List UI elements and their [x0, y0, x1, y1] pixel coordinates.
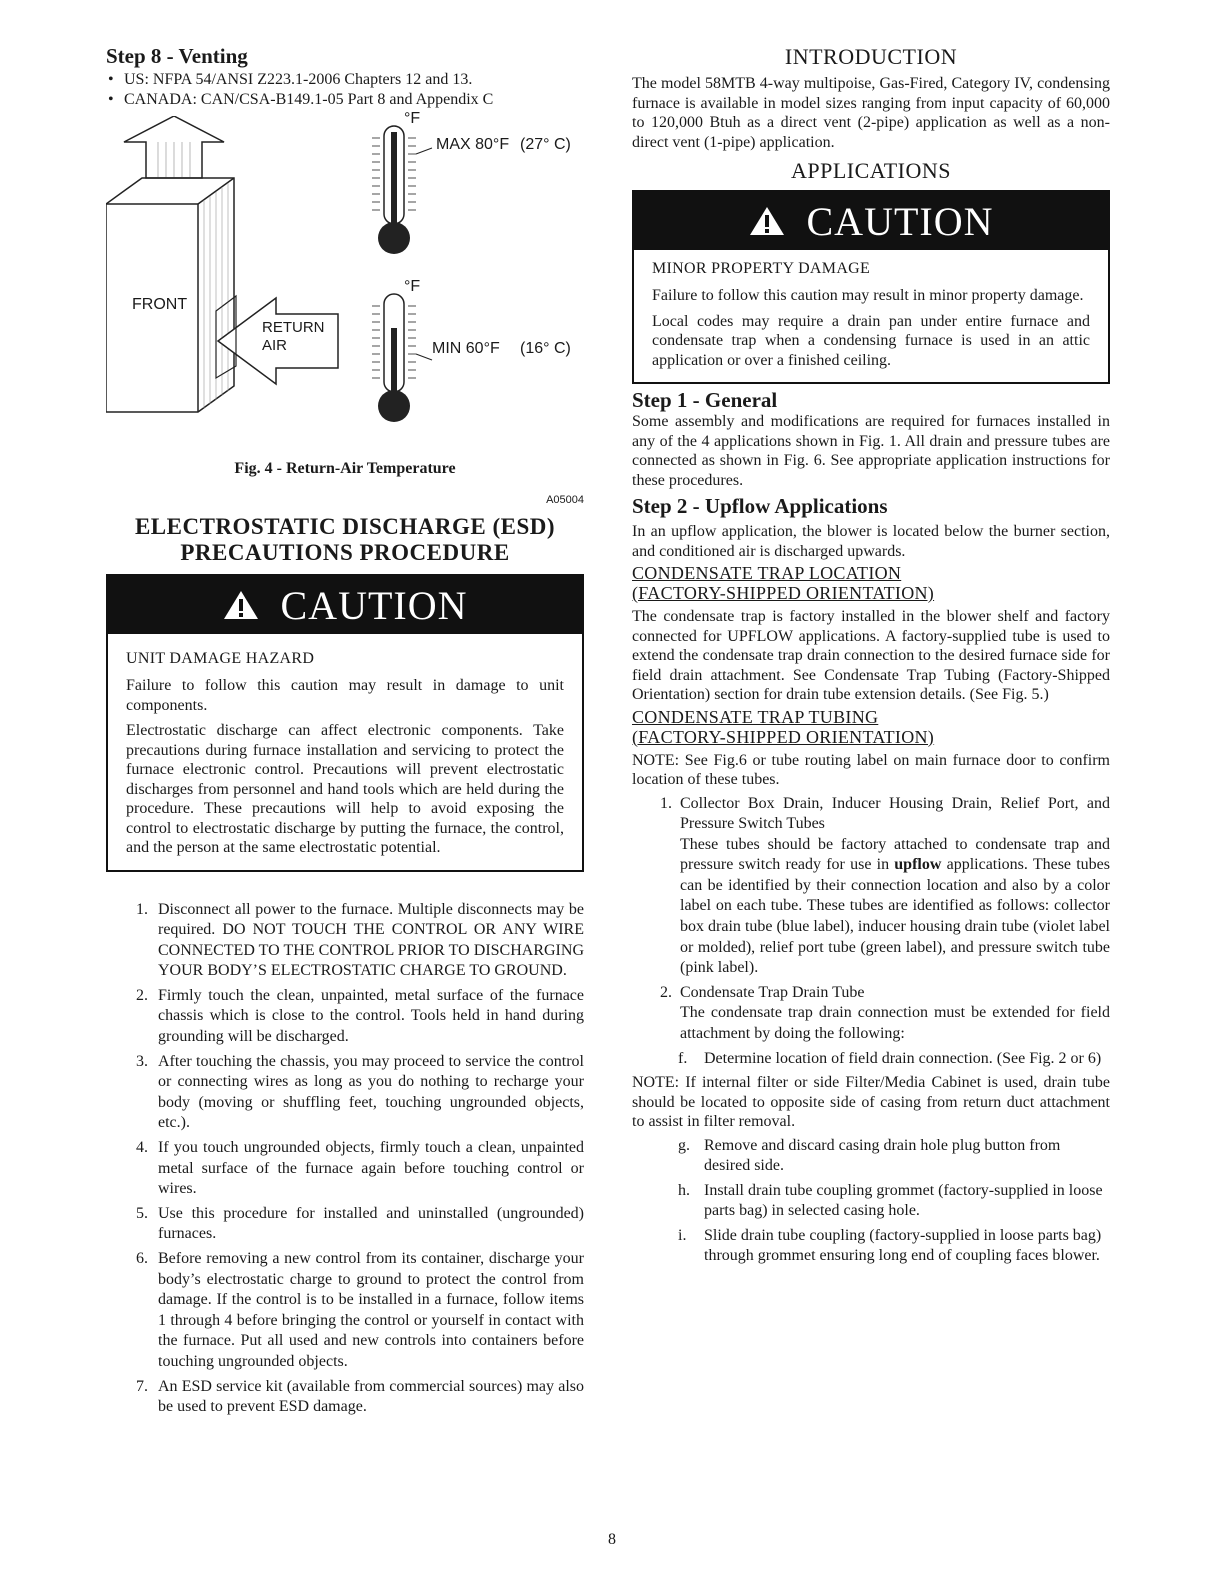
list-item: 2. Firmly touch the clean, unpainted, metal surface of the furnace chassis which is close to the control. Tools held in hand during grounding will be discharged.: [136, 986, 584, 1046]
sub-item-i: i. Slide drain tube coupling (factory-supplied in loose parts bag) through grommet ensuring long end of coupling faces blower.: [678, 1226, 1102, 1265]
venting-bullet-us: • US: NFPA 54/ANSI Z223.1-2006 Chapters 12 and 13.: [106, 70, 584, 90]
property-caution-para1: Failure to follow this caution may result in minor property damage.: [652, 287, 1084, 304]
esd-caution-box: [106, 574, 584, 872]
list-item: 2. Condensate Trap Drain Tube The condensate trap drain connection must be extended for field attachment by doing the following:: [660, 983, 1110, 1043]
min-temp-c: (16° C): [520, 340, 571, 357]
left-column: [106, 44, 584, 1422]
warning-triangle-icon: [749, 206, 785, 236]
esd-caution-bar: [108, 576, 582, 634]
air-label: AIR: [262, 337, 288, 354]
list-item: 4. If you touch ungrounded objects, firmly touch a clean, unpainted metal surface of the furnace again before touching control or wires.: [136, 1139, 584, 1198]
venting-bullet-canada: • CANADA: CAN/CSA-B149.1-05 Part 8 and Appendix C: [106, 90, 584, 110]
applications-heading: APPLICATIONS: [790, 158, 952, 183]
warning-triangle-icon: [223, 590, 259, 620]
return-air-diagram: [106, 116, 584, 470]
min-temp-f: MIN 60°F: [432, 340, 500, 357]
trap-location-heading-line2: (FACTORY-SHIPPED ORIENTATION): [632, 583, 935, 603]
esd-heading-line2: PRECAUTIONS PROCEDURE: [180, 540, 510, 565]
max-temp-c: (27° C): [520, 136, 571, 153]
return-air-figure: [106, 110, 584, 470]
property-hazard-title: MINOR PROPERTY DAMAGE: [652, 260, 871, 277]
step1-text: Some assembly and modifications are required for furnaces installed in any of the 4 applications shown in Fig. 1. All drain and pressure tubes are connected as shown in Fig. 6. See appropriate application instructions for these procedures.: [632, 413, 1110, 489]
property-caution-body: [634, 250, 1108, 382]
page-number: 8: [608, 1531, 616, 1548]
step8-heading: Step 8 - Venting: [106, 44, 248, 68]
esd-caution-para2: Electrostatic discharge can affect electronic components. Take precautions during furnace installation and servicing to protect the furnace electronic control. Precautions will prevent electrostatic discharges from personnel and hand tools which are held during the procedure. These precautions will help to avoid exposing the control to electrostatic discharge by putting the furnace, the control, and the person at the same electrostatic potential.: [126, 722, 564, 856]
esd-caution-word: CAUTION: [280, 582, 468, 628]
tubing-list: [632, 794, 1110, 1045]
sub-item-h: h. Install drain tube coupling grommet (factory-supplied in loose parts bag) in selected casing hole.: [678, 1181, 1103, 1220]
list-item: 1. Collector Box Drain, Inducer Housing Drain, Relief Port, and Pressure Switch Tubes These tubes should be factory attached to condensate trap and pressure switch ready for use in upflow applications. These tubes can be identified by their connection location and also by a color label on each tube. These tubes are identified as follows: collector box drain tube (blue label), inducer housing drain tube (violet label or molded), relief port tube (green label), and pressure switch tube (pink label).: [660, 794, 1110, 977]
list-item: 1. Disconnect all power to the furnace. Multiple disconnects may be required. DO NOT TOUCH THE CONTROL OR ANY WIRE CONNECTED TO THE CONTROL PRIOR TO DISCHARGING YOUR BODY’S ELECTROSTATIC CHARGE TO GROUND.: [136, 900, 584, 980]
trap-location-text: The condensate trap is factory installed in the blower shelf and factory connected for UPFLOW applications. A factory-supplied tube is used to extend the condensate trap drain connection to the desired furnace side for field drain attachment. See Condensate Trap Tubing (Factory-Shipped Orientation) section for drain tube extension details. (See Fig. 5.): [632, 608, 1110, 703]
introduction-text: The model 58MTB 4-way multipoise, Gas-Fired, Category IV, condensing furnace is available in model sizes ranging from input capacity of 60,000 to 120,000 Btuh as a direct vent (2-pipe) application as well as a non-direct vent (1-pipe) application.: [632, 75, 1110, 151]
list-item: 6. Before removing a new control from its container, discharge your body’s electrostatic charge to ground to protect the control from damage. If the control is to be installed in a furnace, follow items 1 through 4 before bringing the control or yourself in contact with the furnace. Put all used and new controls into containers before touching ungrounded objects.: [136, 1250, 584, 1370]
sub-item-g: g. Remove and discard casing drain hole plug button from desired side.: [678, 1136, 1061, 1175]
esd-caution-body: [108, 634, 582, 870]
front-label: FRONT: [132, 296, 188, 313]
esd-hazard-title: UNIT DAMAGE HAZARD: [126, 650, 315, 667]
note-internal-filter: NOTE: If internal filter or side Filter/Media Cabinet is used, drain tube should be located to opposite side of casing from return duct attachment to assist in filter removal.: [632, 1074, 1111, 1131]
right-column: [632, 44, 1110, 1271]
figure-caption: Fig. 4 - Return-Air Temperature: [234, 460, 456, 477]
max-unit-label: °F: [404, 110, 421, 127]
step2-text: In an upflow application, the blower is located below the burner section, and conditioned air is discharged upwards.: [632, 523, 1110, 560]
trap-tubing-heading-line2: (FACTORY-SHIPPED ORIENTATION): [632, 726, 935, 747]
max-temp-f: MAX 80°F: [436, 136, 510, 153]
return-label: RETURN: [262, 319, 325, 336]
note-tube-routing: NOTE: See Fig.6 or tube routing label on main furnace door to confirm location of these tubes.: [632, 751, 1110, 788]
figure-code: A05004: [546, 494, 584, 506]
introduction-heading: INTRODUCTION: [784, 44, 958, 69]
property-caution-para2: Local codes may require a drain pan under entire furnace and condensate trap when a condensing furnace is used in an attic application or over a finished ceiling.: [652, 312, 1090, 369]
thermometer-min: [372, 294, 432, 422]
list-item: 7. An ESD service kit (available from commercial sources) may also be used to prevent ESD damage.: [136, 1377, 584, 1416]
trap-location-heading-line1: CONDENSATE TRAP LOCATION: [632, 563, 902, 583]
esd-steps-list: [106, 900, 584, 1418]
property-caution-word: CAUTION: [806, 198, 994, 244]
step1-heading: Step 1 - General: [632, 388, 778, 412]
thermometer-max: [372, 126, 432, 254]
trap-tubing-heading-line1: CONDENSATE TRAP TUBING: [632, 706, 879, 727]
sub-item-f: f. Determine location of field drain connection. (See Fig. 2 or 6): [678, 1049, 1102, 1067]
furnace-cabinet: [106, 178, 234, 412]
property-caution-bar: [634, 192, 1108, 250]
list-item: 5. Use this procedure for installed and uninstalled (ungrounded) furnaces.: [136, 1204, 584, 1243]
esd-heading-line1: ELECTROSTATIC DISCHARGE (ESD): [134, 514, 556, 539]
min-unit-label: °F: [404, 278, 421, 295]
step2-heading: Step 2 - Upflow Applications: [632, 494, 888, 518]
list-item: 3. After touching the chassis, you may proceed to service the control or connecting wires as long as you do nothing to recharge your body (moving or shuffling feet, touching ungrounded objects, etc.).: [136, 1052, 584, 1132]
esd-caution-para1: Failure to follow this caution may result in damage to unit components.: [126, 677, 564, 714]
property-caution-box: [632, 190, 1110, 384]
